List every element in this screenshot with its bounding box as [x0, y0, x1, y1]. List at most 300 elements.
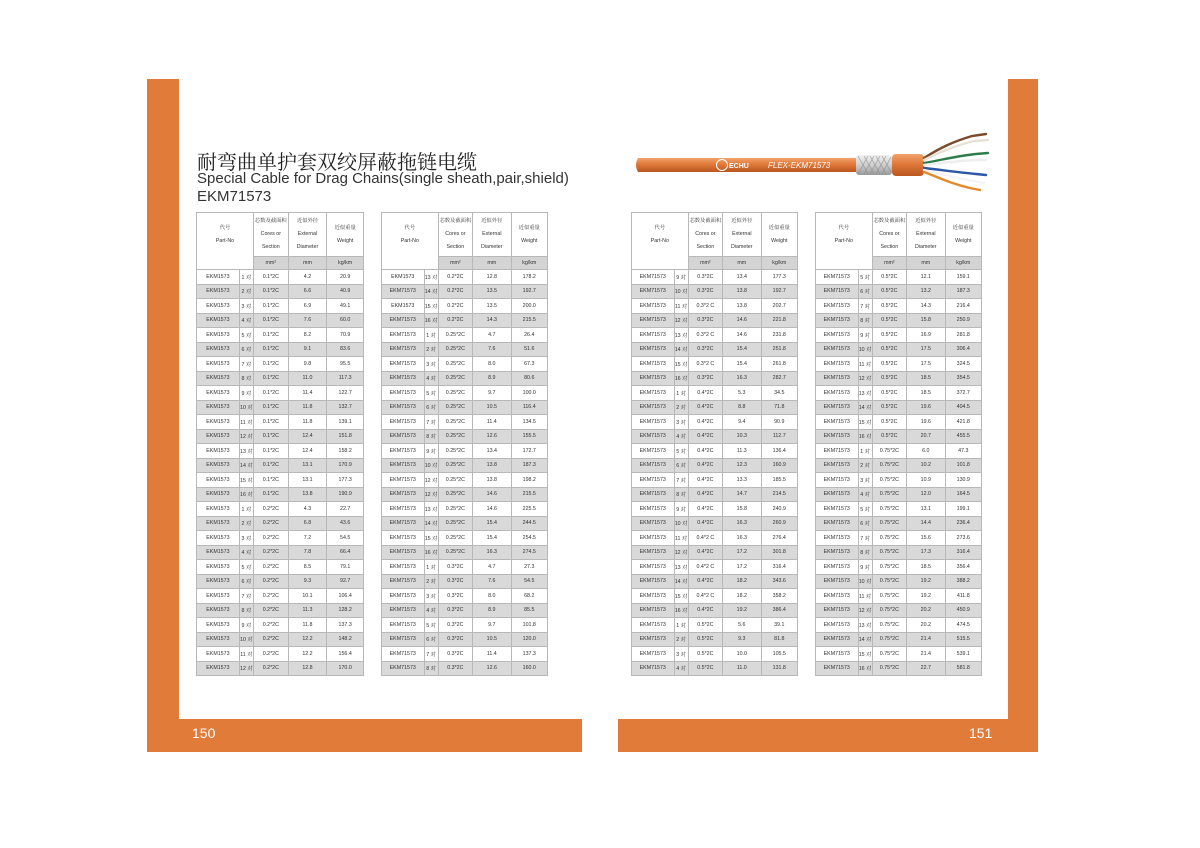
spec-table-1 — [196, 212, 364, 676]
cell-part-no: EKM71573 — [382, 328, 425, 343]
header-part-no — [197, 213, 254, 257]
cell-pairs: 16 对 — [674, 371, 688, 386]
cell-diameter: 9.7 — [473, 386, 511, 401]
cell-section: 0.4*2C — [688, 444, 722, 459]
table-row — [197, 632, 364, 647]
cell-part-no: EKM71573 — [382, 313, 425, 328]
cell-weight: 101.8 — [945, 458, 981, 473]
cell-part-no: EKM71573 — [816, 313, 859, 328]
cell-weight: 51.6 — [511, 342, 547, 357]
cell-part-no: EKM71573 — [632, 618, 675, 633]
cell-section: 0.25*2C — [438, 429, 472, 444]
cell-pairs: 16 对 — [239, 487, 253, 502]
cell-section: 0.75*2C — [872, 603, 906, 618]
header-unit-blank — [197, 257, 254, 270]
table-row — [197, 545, 364, 560]
cell-weight: 276.4 — [761, 531, 797, 546]
table-row — [632, 632, 798, 647]
header-text: mm — [487, 260, 497, 266]
cell-pairs: 10 对 — [674, 516, 688, 531]
table-row — [382, 487, 548, 502]
cell-part-no: EKM71573 — [632, 531, 675, 546]
header-external-diameter — [723, 213, 761, 257]
cell-weight: 70.9 — [327, 328, 364, 343]
cell-section: 0.5*2C — [688, 661, 722, 676]
cell-part-no: EKM71573 — [816, 357, 859, 372]
header-text: Part-No — [215, 237, 235, 244]
header-text: 代号 — [219, 224, 231, 231]
cell-weight: 281.8 — [945, 328, 981, 343]
cell-weight: 158.2 — [327, 444, 364, 459]
header-text: kg/km — [772, 260, 787, 266]
table-row — [632, 270, 798, 285]
cell-pairs: 13 对 — [424, 502, 438, 517]
header-text: Weight — [336, 237, 354, 244]
cell-part-no: EKM71573 — [632, 313, 675, 328]
cell-part-no: EKM71573 — [382, 458, 425, 473]
cell-section: 0.2*2C — [254, 560, 289, 575]
cell-pairs: 12 对 — [858, 371, 872, 386]
cell-pairs: 5 对 — [239, 328, 253, 343]
cell-weight: 47.3 — [945, 444, 981, 459]
table-row — [816, 313, 982, 328]
header-text: 近似重量 — [952, 224, 974, 231]
cell-diameter: 17.3 — [907, 545, 945, 560]
header-text: mm — [303, 260, 312, 266]
cell-pairs: 9 对 — [239, 386, 253, 401]
cell-section: 0.75*2C — [872, 545, 906, 560]
cell-weight: 26.4 — [511, 328, 547, 343]
cell-weight: 515.5 — [945, 632, 981, 647]
cell-part-no: EKM71573 — [816, 371, 859, 386]
cell-diameter: 19.2 — [907, 574, 945, 589]
cell-diameter: 12.2 — [288, 647, 327, 662]
cell-weight: 132.7 — [327, 400, 364, 415]
cell-part-no: EKM1573 — [382, 299, 425, 314]
cell-pairs: 6 对 — [239, 574, 253, 589]
cell-pairs: 9 对 — [424, 444, 438, 459]
cell-part-no: EKM71573 — [816, 342, 859, 357]
cell-section: 0.2*2C — [254, 589, 289, 604]
cell-pairs: 13 对 — [674, 328, 688, 343]
cell-section: 0.5*2C — [688, 647, 722, 662]
cell-section: 0.5*2C — [688, 632, 722, 647]
cell-part-no: EKM71573 — [632, 299, 675, 314]
table-row — [632, 603, 798, 618]
cell-pairs: 12 对 — [424, 487, 438, 502]
cell-section: 0.5*2C — [872, 400, 906, 415]
header-text: External — [732, 231, 752, 237]
cell-diameter: 10.5 — [473, 400, 511, 415]
cell-section: 0.1*2C — [254, 357, 289, 372]
cell-diameter: 9.8 — [288, 357, 327, 372]
cell-part-no: EKM71573 — [382, 371, 425, 386]
cell-weight: 83.6 — [327, 342, 364, 357]
table-row — [382, 357, 548, 372]
header-text: 近似外径 — [481, 218, 503, 224]
cell-section: 0.25*2C — [438, 473, 472, 488]
cell-diameter: 6.8 — [288, 516, 327, 531]
cable-print-text: FLEX-EKM71573 — [768, 161, 831, 170]
cell-part-no: EKM71573 — [816, 386, 859, 401]
cell-section: 0.75*2C — [872, 661, 906, 676]
header-text: 近似外径 — [731, 218, 753, 224]
cell-weight: 178.2 — [511, 270, 547, 285]
cell-weight: 216.4 — [945, 299, 981, 314]
cell-weight: 202.7 — [761, 299, 797, 314]
cell-part-no: EKM71573 — [632, 545, 675, 560]
cell-weight: 474.5 — [945, 618, 981, 633]
cell-diameter: 11.4 — [473, 647, 511, 662]
cell-weight: 112.7 — [761, 429, 797, 444]
cell-weight: 151.8 — [327, 429, 364, 444]
cell-section: 0.5*2C — [872, 328, 906, 343]
cell-diameter: 13.8 — [473, 458, 511, 473]
cell-part-no: EKM71573 — [382, 386, 425, 401]
cell-section: 0.3*2C — [438, 647, 472, 662]
cell-weight: 316.4 — [761, 560, 797, 575]
cell-pairs: 9 对 — [858, 560, 872, 575]
cell-weight: 199.1 — [945, 502, 981, 517]
cell-section: 0.3*2 C — [688, 299, 722, 314]
cell-pairs: 9 对 — [674, 502, 688, 517]
cell-diameter: 9.1 — [288, 342, 327, 357]
cell-weight: 404.5 — [945, 400, 981, 415]
left-page-number: 150 — [192, 725, 216, 741]
cell-weight: 190.9 — [327, 487, 364, 502]
cell-section: 0.3*2C — [438, 632, 472, 647]
table-row — [632, 371, 798, 386]
cell-section: 0.2*2C — [438, 313, 472, 328]
header-text: Diameter — [915, 244, 937, 250]
table-row — [632, 502, 798, 517]
header-unit-blank — [382, 257, 439, 270]
table-row — [197, 299, 364, 314]
cell-diameter: 9.7 — [473, 618, 511, 633]
cell-section: 0.2*2C — [254, 661, 289, 676]
cell-diameter: 13.5 — [473, 284, 511, 299]
cell-weight: 122.7 — [327, 386, 364, 401]
table-row — [382, 531, 548, 546]
header-text: Diameter — [731, 244, 753, 250]
table-row — [197, 415, 364, 430]
cell-section: 0.2*2C — [254, 618, 289, 633]
cell-section: 0.75*2C — [872, 516, 906, 531]
cell-pairs: 5 对 — [858, 502, 872, 517]
cell-weight: 85.5 — [511, 603, 547, 618]
cell-part-no: EKM71573 — [632, 357, 675, 372]
cell-diameter: 12.3 — [723, 458, 761, 473]
cell-diameter: 17.5 — [907, 357, 945, 372]
cell-section: 0.3*2C — [688, 313, 722, 328]
cell-part-no: EKM71573 — [816, 270, 859, 285]
cell-part-no: EKM71573 — [382, 284, 425, 299]
cell-weight: 301.8 — [761, 545, 797, 560]
header-unit-weight — [761, 257, 797, 270]
header-part-no — [382, 213, 439, 257]
cell-pairs: 4 对 — [858, 487, 872, 502]
cell-part-no: EKM71573 — [816, 531, 859, 546]
cell-weight: 254.5 — [511, 531, 547, 546]
cell-diameter: 13.8 — [723, 299, 761, 314]
cell-pairs: 10 对 — [858, 342, 872, 357]
cell-pairs: 1 对 — [239, 502, 253, 517]
table-row — [382, 371, 548, 386]
table-row — [197, 589, 364, 604]
cell-section: 0.2*2C — [254, 647, 289, 662]
cell-diameter: 18.5 — [907, 371, 945, 386]
table-row — [382, 661, 548, 676]
cell-diameter: 19.2 — [723, 603, 761, 618]
cell-pairs: 15 对 — [858, 647, 872, 662]
table-row — [197, 444, 364, 459]
header-text: Cores or — [445, 231, 466, 237]
table-row — [632, 531, 798, 546]
cell-diameter: 8.0 — [473, 357, 511, 372]
cell-weight: 43.6 — [327, 516, 364, 531]
cell-part-no: EKM1573 — [197, 502, 240, 517]
table-row — [632, 661, 798, 676]
cell-part-no: EKM71573 — [632, 647, 675, 662]
cell-weight: 225.5 — [511, 502, 547, 517]
cell-part-no: EKM71573 — [632, 415, 675, 430]
table-row — [382, 603, 548, 618]
cell-diameter: 8.5 — [288, 560, 327, 575]
cable-illustration — [630, 128, 996, 194]
header-text: Cores or — [260, 231, 281, 237]
cell-diameter: 19.6 — [907, 415, 945, 430]
cell-pairs: 1 对 — [239, 270, 253, 285]
header-part-no — [816, 213, 873, 257]
cell-pairs: 1 对 — [674, 386, 688, 401]
table-row — [816, 618, 982, 633]
header-text: mm² — [265, 260, 277, 266]
table-row — [197, 661, 364, 676]
table-row — [816, 531, 982, 546]
cell-part-no: EKM71573 — [816, 299, 859, 314]
cell-pairs: 11 对 — [239, 647, 253, 662]
cell-diameter: 17.5 — [907, 342, 945, 357]
cell-section: 0.4*2C — [688, 502, 722, 517]
cell-pairs: 2 对 — [239, 284, 253, 299]
header-text: 芯数及截面积 — [689, 218, 722, 224]
cell-part-no: EKM1573 — [197, 444, 240, 459]
table-row — [382, 342, 548, 357]
cell-part-no: EKM1573 — [197, 328, 240, 343]
cell-part-no: EKM71573 — [816, 545, 859, 560]
cell-diameter: 16.3 — [723, 516, 761, 531]
cell-diameter: 12.8 — [473, 270, 511, 285]
cell-part-no: EKM71573 — [632, 661, 675, 676]
cell-diameter: 19.2 — [907, 589, 945, 604]
table-row — [197, 647, 364, 662]
cell-weight: 137.3 — [327, 618, 364, 633]
cell-section: 0.1*2C — [254, 458, 289, 473]
table-row — [197, 429, 364, 444]
header-weight — [511, 213, 547, 257]
header-text: Section — [696, 244, 715, 250]
cell-part-no: EKM71573 — [382, 357, 425, 372]
cell-part-no: EKM71573 — [382, 473, 425, 488]
table-row — [632, 545, 798, 560]
cell-part-no: EKM1573 — [197, 400, 240, 415]
cell-diameter: 15.4 — [723, 342, 761, 357]
cell-diameter: 15.4 — [723, 357, 761, 372]
cell-diameter: 12.4 — [288, 444, 327, 459]
table-row — [382, 458, 548, 473]
cell-pairs: 9 对 — [239, 618, 253, 633]
cell-part-no: EKM71573 — [382, 444, 425, 459]
cell-section: 0.25*2C — [438, 545, 472, 560]
cell-weight: 117.3 — [327, 371, 364, 386]
cell-pairs: 10 对 — [674, 284, 688, 299]
cell-part-no: EKM71573 — [632, 589, 675, 604]
cell-part-no: EKM1573 — [197, 371, 240, 386]
cell-part-no: EKM1573 — [197, 531, 240, 546]
table-row — [816, 328, 982, 343]
header-part-no — [632, 213, 689, 257]
cell-section: 0.1*2C — [254, 270, 289, 285]
cell-part-no: EKM71573 — [632, 342, 675, 357]
cell-section: 0.2*2C — [254, 516, 289, 531]
cell-weight: 120.0 — [511, 632, 547, 647]
cell-section: 0.4*2C — [688, 429, 722, 444]
cell-section: 0.25*2C — [438, 357, 472, 372]
cell-section: 0.4*2 C — [688, 560, 722, 575]
cell-diameter: 11.3 — [723, 444, 761, 459]
header-weight — [327, 213, 364, 257]
cell-pairs: 11 对 — [674, 299, 688, 314]
cell-pairs: 2 对 — [674, 400, 688, 415]
cell-weight: 282.7 — [761, 371, 797, 386]
table-row — [632, 299, 798, 314]
cell-diameter: 20.2 — [907, 618, 945, 633]
cell-pairs: 14 对 — [239, 458, 253, 473]
cell-section: 0.75*2C — [872, 487, 906, 502]
cell-section: 0.5*2C — [688, 618, 722, 633]
cell-weight: 160.0 — [511, 661, 547, 676]
cell-section: 0.1*2C — [254, 386, 289, 401]
table-row — [382, 589, 548, 604]
header-unit-weight — [327, 257, 364, 270]
table-row — [816, 473, 982, 488]
cell-section: 0.75*2C — [872, 618, 906, 633]
cell-pairs: 15 对 — [674, 357, 688, 372]
cell-weight: 34.5 — [761, 386, 797, 401]
cell-pairs: 4 对 — [674, 661, 688, 676]
header-text: Cores or — [879, 231, 900, 237]
cell-weight: 581.8 — [945, 661, 981, 676]
cell-pairs: 12 对 — [239, 661, 253, 676]
cell-pairs: 6 对 — [424, 632, 438, 647]
header-cores-section — [688, 213, 722, 257]
cell-part-no: EKM71573 — [632, 328, 675, 343]
cell-pairs: 16 对 — [858, 429, 872, 444]
cell-part-no: EKM71573 — [632, 632, 675, 647]
header-text: 芯数及截面积 — [439, 218, 472, 224]
right-page-number: 151 — [969, 725, 993, 741]
header-text: mm — [737, 260, 747, 266]
cell-diameter: 10.1 — [288, 589, 327, 604]
header-cores-section — [872, 213, 906, 257]
cell-part-no: EKM71573 — [632, 284, 675, 299]
cell-weight: 215.5 — [511, 313, 547, 328]
cell-section: 0.25*2C — [438, 502, 472, 517]
table-row — [382, 545, 548, 560]
page-title-chinese: 耐弯曲单护套双绞屏蔽拖链电缆 — [197, 150, 477, 174]
cell-weight: 192.7 — [511, 284, 547, 299]
header-text: Section — [446, 244, 465, 250]
cell-part-no: EKM71573 — [632, 487, 675, 502]
header-unit-blank — [816, 257, 873, 270]
header-text: Weight — [521, 237, 538, 244]
cell-section: 0.25*2C — [438, 444, 472, 459]
cell-diameter: 13.5 — [473, 299, 511, 314]
cell-weight: 215.5 — [511, 487, 547, 502]
cell-section: 0.25*2C — [438, 458, 472, 473]
cell-section: 0.25*2C — [438, 531, 472, 546]
cell-diameter: 11.4 — [288, 386, 327, 401]
header-text: External — [297, 231, 318, 237]
cell-part-no: EKM1573 — [197, 415, 240, 430]
header-text: Diameter — [296, 244, 319, 250]
cell-section: 0.2*2C — [438, 270, 472, 285]
cell-diameter: 22.7 — [907, 661, 945, 676]
cell-section: 0.1*2C — [254, 299, 289, 314]
cell-pairs: 6 对 — [424, 400, 438, 415]
cell-pairs: 7 对 — [239, 357, 253, 372]
cell-pairs: 2 对 — [424, 574, 438, 589]
cell-weight: 244.5 — [511, 516, 547, 531]
cell-section: 0.5*2C — [872, 299, 906, 314]
cell-pairs: 4 对 — [424, 603, 438, 618]
cell-section: 0.1*2C — [254, 473, 289, 488]
cell-section: 0.1*2C — [254, 371, 289, 386]
cell-pairs: 12 对 — [674, 545, 688, 560]
cell-diameter: 13.8 — [723, 284, 761, 299]
header-unit-diameter — [723, 257, 761, 270]
cell-diameter: 4.7 — [473, 328, 511, 343]
cell-section: 0.4*2C — [688, 516, 722, 531]
table-row — [632, 386, 798, 401]
cell-diameter: 13.8 — [473, 473, 511, 488]
header-text: Diameter — [481, 244, 503, 250]
spec-table-2 — [381, 212, 548, 676]
table-row — [197, 458, 364, 473]
cell-weight: 155.5 — [511, 429, 547, 444]
cell-pairs: 15 对 — [858, 415, 872, 430]
cell-diameter: 11.8 — [288, 400, 327, 415]
cell-section: 0.4*2C — [688, 545, 722, 560]
cell-pairs: 13 对 — [239, 444, 253, 459]
cell-pairs: 1 对 — [424, 328, 438, 343]
cell-pairs: 13 对 — [674, 560, 688, 575]
cell-weight: 22.7 — [327, 502, 364, 517]
table-row — [632, 284, 798, 299]
cell-part-no: EKM71573 — [382, 545, 425, 560]
table-row — [632, 444, 798, 459]
cell-weight: 170.0 — [327, 661, 364, 676]
cell-pairs: 15 对 — [424, 299, 438, 314]
cell-part-no: EKM71573 — [816, 415, 859, 430]
table-row — [197, 328, 364, 343]
cell-part-no: EKM71573 — [632, 371, 675, 386]
cell-weight: 214.5 — [761, 487, 797, 502]
cell-diameter: 12.6 — [473, 661, 511, 676]
cell-section: 0.3*2C — [688, 371, 722, 386]
cell-diameter: 16.3 — [723, 371, 761, 386]
cell-diameter: 10.9 — [907, 473, 945, 488]
